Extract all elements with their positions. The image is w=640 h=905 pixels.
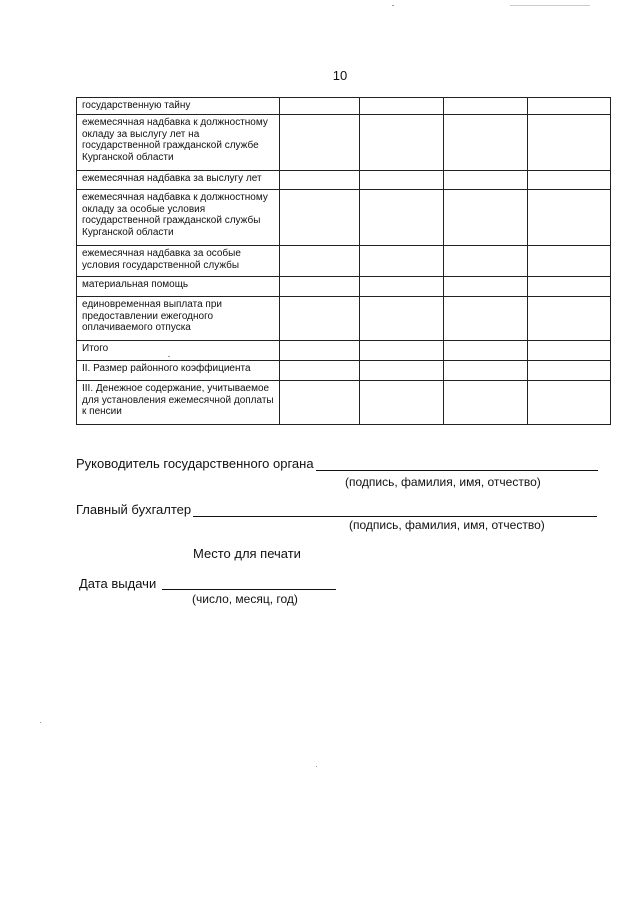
amount-cell	[360, 277, 444, 297]
amount-cell	[528, 297, 611, 341]
amount-cell	[528, 171, 611, 190]
table-row	[77, 381, 611, 425]
amount-cell	[528, 115, 611, 171]
table-row	[77, 246, 611, 277]
amount-cell	[444, 297, 528, 341]
amount-cell	[444, 115, 528, 171]
issue-date-line[interactable]	[162, 589, 336, 590]
amount-cell	[528, 246, 611, 277]
table-row	[77, 115, 611, 171]
head-signature-caption: (подпись, фамилия, имя, отчество)	[345, 475, 541, 489]
amount-cell	[280, 341, 360, 361]
accountant-signature-line[interactable]	[193, 516, 597, 517]
table-row	[77, 98, 611, 115]
row-label: единовременная выплата при предоставлении ежегодного оплачиваемого отпуска	[77, 297, 280, 341]
row-label: ежемесячная надбавка за особые условия государственной службы	[77, 246, 280, 277]
amount-cell	[528, 381, 611, 425]
amount-cell	[360, 381, 444, 425]
amount-cell	[444, 171, 528, 190]
amount-cell	[280, 190, 360, 246]
amount-cell	[360, 297, 444, 341]
issue-date-label: Дата выдачи	[79, 576, 157, 591]
amount-cell	[280, 115, 360, 171]
amount-cell	[528, 277, 611, 297]
amount-cell	[444, 246, 528, 277]
amount-cell	[360, 246, 444, 277]
pension-calculation-table	[76, 97, 611, 425]
scan-speck	[510, 5, 590, 6]
row-label: III. Денежное содержание, учитываемое для установления ежемесячной доплаты к пенсии	[77, 381, 280, 425]
row-label: ежемесячная надбавка к должностному окладу за особые условия государственной гражданской службы Курганской области	[77, 190, 280, 246]
amount-cell	[444, 341, 528, 361]
amount-cell	[528, 98, 611, 115]
amount-cell	[360, 341, 444, 361]
table-row	[77, 297, 611, 341]
issue-date-caption: (число, месяц, год)	[192, 592, 298, 606]
table-row	[77, 361, 611, 381]
accountant-signature-caption: (подпись, фамилия, имя, отчество)	[349, 518, 545, 532]
amount-cell	[360, 98, 444, 115]
table-row	[77, 341, 611, 361]
amount-cell	[360, 190, 444, 246]
head-signature-label: Руководитель государственного органа	[76, 456, 314, 471]
amount-cell	[280, 98, 360, 115]
amount-cell	[280, 246, 360, 277]
scan-speck	[392, 5, 394, 6]
scan-speck	[316, 766, 317, 767]
amount-cell	[444, 277, 528, 297]
accountant-signature-label: Главный бухгалтер	[76, 502, 192, 517]
amount-cell	[528, 361, 611, 381]
scan-speck	[40, 722, 41, 723]
row-label: ежемесячная надбавка к должностному окладу за выслугу лет на государственной гражданской службе Курганской области	[77, 115, 280, 171]
amount-cell	[280, 277, 360, 297]
stamp-place-label: Место для печати	[193, 546, 301, 561]
row-label: Итого	[77, 341, 280, 361]
table-row	[77, 277, 611, 297]
row-label: государственную тайну	[77, 98, 280, 115]
head-signature-line[interactable]	[316, 470, 598, 471]
amount-cell	[360, 361, 444, 381]
amount-cell	[528, 341, 611, 361]
row-label: материальная помощь	[77, 277, 280, 297]
amount-cell	[280, 171, 360, 190]
amount-cell	[280, 381, 360, 425]
page-number: 10	[332, 68, 348, 83]
amount-cell	[360, 171, 444, 190]
amount-cell	[444, 98, 528, 115]
amount-cell	[280, 297, 360, 341]
table-row	[77, 171, 611, 190]
row-label: ежемесячная надбавка за выслугу лет	[77, 171, 280, 190]
amount-cell	[280, 361, 360, 381]
table-row	[77, 190, 611, 246]
amount-cell	[444, 381, 528, 425]
amount-cell	[528, 190, 611, 246]
scan-speck	[168, 356, 170, 357]
amount-cell	[444, 190, 528, 246]
amount-cell	[444, 361, 528, 381]
amount-cell	[360, 115, 444, 171]
row-label: II. Размер районного коэффициента	[77, 361, 280, 381]
